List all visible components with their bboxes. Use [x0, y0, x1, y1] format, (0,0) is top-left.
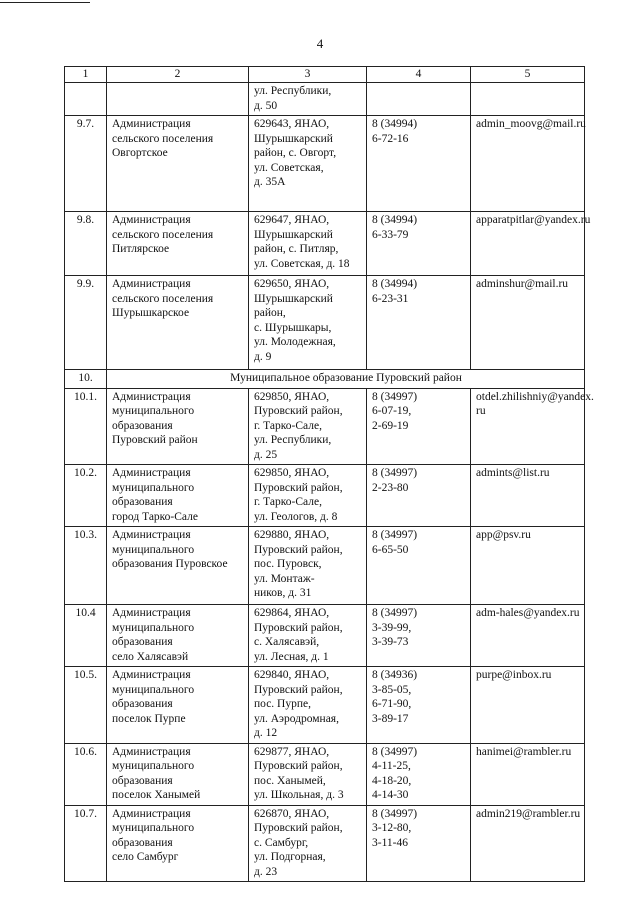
email-cell [471, 465, 585, 527]
organization-name-line: образования [112, 496, 173, 508]
column-header: 5 [471, 67, 585, 83]
address-line: ул. Школьная, д. 3 [254, 789, 344, 801]
address-cell [249, 212, 367, 276]
address-line: Пуровский район, [254, 683, 343, 696]
address-line: район, [254, 307, 286, 319]
organization-name-line: муниципального [112, 405, 195, 417]
phone-cell [367, 388, 471, 465]
phone-line: 8 (34997) [372, 467, 418, 479]
organization-name [107, 605, 249, 667]
phone-line: 6-07-19, [372, 405, 412, 417]
email-address: adminshur@mail.ru [476, 278, 569, 290]
address-line: д. 23 [254, 865, 278, 878]
column-header: 4 [367, 67, 471, 83]
column-header: 3 [249, 67, 367, 83]
row-number: 10.4 [65, 605, 107, 667]
phone-line: 8 (34936) [372, 669, 418, 681]
organization-name-line: образования [112, 774, 173, 787]
email-address: hanimei@rambler.ru [476, 745, 572, 758]
address-line: 629864, ЯНАО, [254, 607, 330, 619]
address-line: с. Шурышкары, [254, 321, 332, 334]
section-row [65, 370, 585, 389]
organization-name-line: образования Пуровское [112, 558, 228, 570]
table-row [65, 805, 585, 882]
organization-name-line: сельского поселения [112, 292, 214, 305]
phone-line: 8 (34997) [372, 607, 418, 619]
address-cell [249, 276, 367, 370]
address-line: Пуровский район, [254, 822, 343, 834]
organization-name [107, 527, 249, 605]
phone-cell [367, 212, 471, 276]
organization-name-line: Администрация [112, 607, 191, 619]
organization-name-line: образования [112, 419, 173, 432]
phone-line: 8 (34997) [372, 807, 418, 820]
organization-name-line: сельского поселения [112, 132, 214, 145]
address-line: ул. Молодежная, [254, 336, 336, 348]
address-cell [249, 605, 367, 667]
organization-name [107, 388, 249, 465]
organization-name [107, 276, 249, 370]
organization-name-line: Администрация [112, 529, 191, 541]
organization-name-line: муниципального [112, 822, 195, 834]
organization-name [107, 465, 249, 527]
email-address: app@psv.ru [476, 529, 531, 541]
address-cell [249, 805, 367, 882]
address-line: д. 35А [254, 176, 286, 188]
address-cell [249, 667, 367, 744]
organization-name-line: село Самбург [112, 851, 179, 863]
email-address: otdel.zhilishniy@yandex. [476, 390, 594, 403]
phone-line: 8 (34997) [372, 745, 418, 758]
phone-line: 6-23-31 [372, 292, 409, 305]
row-number: 10.5. [65, 667, 107, 744]
phone-line: 3-12-80, [372, 822, 412, 834]
phone-cell [367, 805, 471, 882]
section-title: Муниципальное образование Пуровский район [107, 370, 585, 389]
organization-name-line: Администрация [112, 118, 191, 130]
phone-line: 6-33-79 [372, 228, 409, 241]
address-cell [249, 743, 367, 805]
top-rule [0, 2, 90, 3]
address-line: д. 50 [254, 99, 278, 112]
address-line: пос. Ханымей, [254, 774, 326, 787]
phone-line: 6-72-16 [372, 132, 409, 145]
address-line: д. 12 [254, 727, 278, 739]
organization-name-line: муниципального [112, 543, 195, 556]
email-cell [471, 527, 585, 605]
table-row [65, 667, 585, 744]
row-number: 10. [65, 370, 107, 389]
address-line: район, с. Овгорт, [254, 147, 337, 159]
address-line: ул. Аэродромная, [254, 712, 339, 725]
organization-name-line: Администрация [112, 669, 191, 681]
organization-name-line: Шурышкарское [112, 307, 190, 319]
row-number: 9.8. [65, 212, 107, 276]
email-address: admin219@rambler.ru [476, 807, 581, 820]
row-number: 10.2. [65, 465, 107, 527]
phone-cell [367, 465, 471, 527]
phone-cell [367, 276, 471, 370]
organization-name-line: Администрация [112, 807, 191, 820]
organization-name-line: Питлярское [112, 243, 170, 255]
table-row [65, 116, 585, 212]
address-line: с. Самбург, [254, 836, 309, 849]
table-header-row [65, 67, 585, 83]
organization-name-line: образования [112, 636, 173, 648]
row-number: 10.6. [65, 743, 107, 805]
address-line: ул. Республики, [254, 85, 332, 97]
organization-name [107, 667, 249, 744]
organization-name [107, 83, 249, 116]
address-line: 629647, ЯНАО, [254, 214, 330, 226]
address-line: 629650, ЯНАО, [254, 278, 330, 290]
organization-name-line: сельского поселения [112, 228, 214, 241]
row-number: 9.9. [65, 276, 107, 370]
address-line: г. Тарко-Сале, [254, 419, 322, 432]
phone-line: 8 (34994) [372, 118, 418, 130]
table-row-continuation [65, 83, 585, 116]
address-line: Пуровский район, [254, 621, 343, 634]
address-line: Пуровский район, [254, 481, 343, 494]
address-cell [249, 527, 367, 605]
organization-name [107, 116, 249, 212]
address-line: г. Тарко-Сале, [254, 496, 322, 508]
address-cell [249, 116, 367, 212]
email-cell [471, 116, 585, 212]
address-line: ул. Советская, [254, 161, 324, 174]
address-line: пос. Пурпе, [254, 698, 311, 710]
table-row [65, 527, 585, 605]
email-cell [471, 605, 585, 667]
organization-name-line: Администрация [112, 390, 191, 403]
organization-name-line: село Халясавэй [112, 650, 189, 663]
address-line: д. 9 [254, 350, 272, 363]
phone-cell [367, 527, 471, 605]
organization-name [107, 212, 249, 276]
address-line: ников, д. 31 [254, 587, 312, 599]
organization-name-line: муниципального [112, 481, 195, 494]
email-cell [471, 743, 585, 805]
email-address: admin_moovg@mail.ru [476, 118, 586, 130]
organization-name-line: муниципального [112, 683, 195, 696]
email-address: adm-hales@yandex.ru [476, 607, 580, 619]
address-line: 629840, ЯНАО, [254, 669, 330, 681]
phone-line: 2-23-80 [372, 481, 409, 494]
address-cell [249, 465, 367, 527]
organization-name-line: город Тарко-Сале [112, 510, 198, 523]
organization-name-line: муниципального [112, 760, 195, 772]
column-header: 1 [65, 67, 107, 83]
organization-name-line: Пуровский район [112, 434, 198, 446]
organization-name-line: поселок Ханымей [112, 789, 201, 801]
phone-line: 3-39-73 [372, 636, 409, 648]
address-line: Шурышкарский [254, 292, 333, 305]
organization-name-line: Администрация [112, 278, 191, 290]
phone-line: 4-11-25, [372, 760, 411, 772]
row-number: 10.3. [65, 527, 107, 605]
row-number: 9.7. [65, 116, 107, 212]
table-row [65, 276, 585, 370]
organizations-table [64, 66, 594, 882]
organization-name [107, 743, 249, 805]
phone-line: 3-11-46 [372, 836, 408, 849]
table-row [65, 465, 585, 527]
table-row [65, 212, 585, 276]
email-cell [471, 83, 585, 116]
row-number: 10.7. [65, 805, 107, 882]
organization-name-line: образования [112, 836, 173, 849]
phone-line: 3-39-99, [372, 621, 412, 634]
phone-cell [367, 83, 471, 116]
address-line: ул. Республики, [254, 434, 332, 446]
email-cell [471, 212, 591, 276]
address-line: Шурышкарский [254, 132, 333, 145]
address-cell [249, 388, 367, 465]
address-line: ул. Подгорная, [254, 851, 326, 863]
email-cell [471, 388, 594, 465]
row-number: 10.1. [65, 388, 107, 465]
address-line: 626870, ЯНАО, [254, 807, 330, 820]
phone-line: 8 (34997) [372, 390, 418, 403]
address-line: ул. Монтаж- [254, 572, 315, 585]
organization-name-line: Администрация [112, 214, 191, 226]
page-number: 4 [316, 36, 324, 51]
address-line: д. 25 [254, 448, 278, 461]
row-number [65, 83, 107, 116]
organization-name-line: Овгортское [112, 147, 168, 159]
address-line: Шурышкарский [254, 228, 333, 241]
address-line: пос. Пуровск, [254, 558, 322, 570]
address-line: ул. Советская, д. 18 [254, 257, 350, 270]
address-line: 629850, ЯНАО, [254, 390, 330, 403]
phone-line: 8 (34994) [372, 278, 418, 290]
phone-line: 4-18-20, [372, 774, 412, 787]
organization-name-line: муниципального [112, 621, 195, 634]
address-line: 629850, ЯНАО, [254, 467, 330, 479]
address-cell [249, 83, 367, 116]
phone-line: 4-14-30 [372, 789, 409, 801]
phone-cell [367, 743, 471, 805]
address-line: 629877, ЯНАО, [254, 745, 330, 758]
column-header: 2 [107, 67, 249, 83]
address-line: 629880, ЯНАО, [254, 529, 330, 541]
address-line: Пуровский район, [254, 760, 343, 772]
phone-cell [367, 605, 471, 667]
phone-line: 8 (34997) [372, 529, 418, 541]
address-line: район, с. Питляр, [254, 243, 339, 255]
email-cell [471, 276, 585, 370]
organization-name-line: образования [112, 698, 173, 710]
organization-name [107, 805, 249, 882]
address-line: Пуровский район, [254, 405, 343, 417]
phone-cell [367, 667, 471, 744]
organization-name-line: поселок Пурпе [112, 712, 186, 725]
address-line: ул. Геологов, д. 8 [254, 510, 338, 523]
address-line: с. Халясавэй, [254, 636, 320, 648]
phone-line: 6-65-50 [372, 543, 409, 556]
phone-line: 8 (34994) [372, 214, 418, 226]
organization-name-line: Администрация [112, 467, 191, 479]
phone-line: 3-85-05, [372, 683, 412, 696]
email-cell [471, 805, 585, 882]
table-row [65, 605, 585, 667]
phone-line: 6-71-90, [372, 698, 412, 710]
email-address: admints@list.ru [476, 467, 550, 479]
table-row [65, 743, 585, 805]
email-address-wrap: ru [476, 405, 486, 417]
email-cell [471, 667, 585, 744]
address-line: 629643, ЯНАО, [254, 118, 330, 130]
organization-name-line: Администрация [112, 745, 191, 758]
phone-line: 3-89-17 [372, 712, 409, 725]
email-address: purpe@inbox.ru [476, 669, 552, 681]
address-line: Пуровский район, [254, 543, 343, 556]
table-row [65, 388, 585, 465]
phone-line: 2-69-19 [372, 419, 409, 432]
email-address: apparatpitlar@yandex.ru [476, 214, 591, 226]
address-line: ул. Лесная, д. 1 [254, 650, 329, 663]
phone-cell [367, 116, 471, 212]
